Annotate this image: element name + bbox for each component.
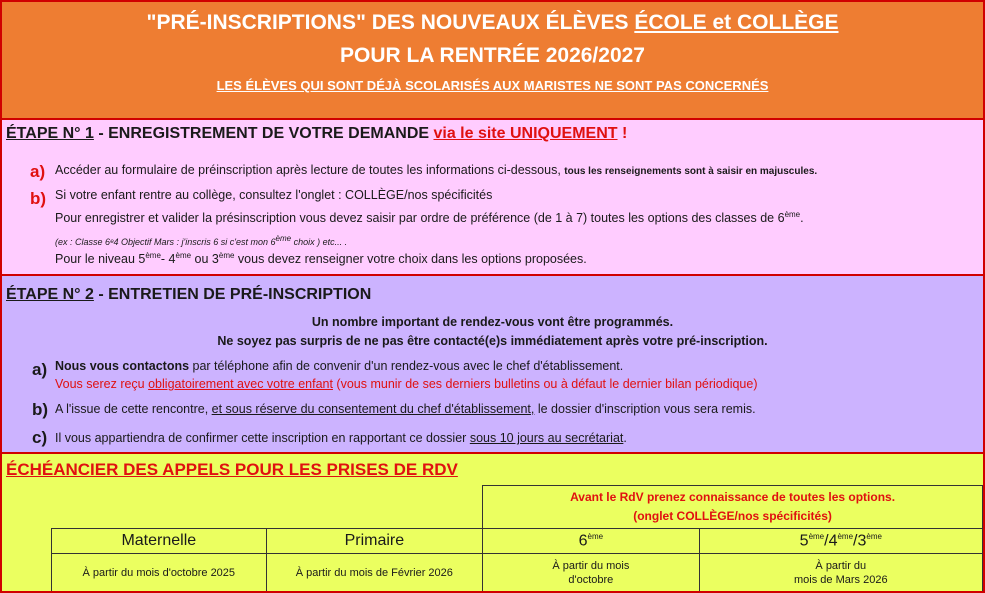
col-college-upper [699, 529, 982, 554]
step1-b4-c: ou 3 [191, 252, 219, 267]
step2-letter-a: a) [32, 360, 48, 379]
date-sixieme-2: d'octobre [568, 574, 614, 586]
step1-item-b-line4 [55, 251, 587, 266]
col4-c: /3 [853, 532, 867, 550]
step2-item-c [55, 431, 627, 445]
step2-red-3: (vous munir de ses derniers bulletins ou à défaut le dernier bilan périodique) [332, 377, 758, 391]
step1-example [55, 234, 347, 247]
step2-item-a-bold: Nous vous contactons [55, 359, 190, 373]
header-subtitle: POUR LA RENTRÉE 2026/2027 [339, 44, 645, 67]
step2-red-1: Vous serez reçu [55, 377, 149, 391]
step2-intro-2: Ne soyez pas surpris de ne pas être contacté(e)s immédiatement après votre pré-inscription. [217, 334, 768, 348]
step2-item-b [55, 402, 756, 416]
step1-b-line2-sup: ème [784, 210, 801, 219]
header-banner [2, 2, 983, 120]
schedule-table [51, 485, 983, 593]
col-maternelle: Maternelle [52, 529, 267, 554]
col-sixieme-num: 6 [578, 532, 588, 550]
step1-number: ÉTAPE N° 1 [6, 125, 94, 142]
date-upper-2: mois de Mars 2026 [794, 574, 888, 586]
step1-item-a [55, 163, 817, 177]
schedule-section [2, 454, 983, 591]
step1-item-b-line2 [55, 210, 804, 225]
schedule-note-2: (onglet COLLÈGE/nos spécificités) [633, 509, 832, 523]
step2-title [6, 286, 371, 304]
header-notice [2, 78, 983, 93]
step1-exclaim: ! [617, 125, 628, 142]
schedule-title: ÉCHÉANCIER DES APPELS POUR LES PRISES DE RDV [6, 460, 458, 479]
empty-cell-2 [266, 486, 483, 529]
step2-number: ÉTAPE N° 2 [6, 286, 94, 303]
step1-example-b: choix ) etc... . [291, 237, 348, 247]
col-sixieme [483, 529, 699, 554]
step2-letter-c: c) [32, 428, 48, 447]
step1-section [2, 120, 983, 276]
step2-section [2, 276, 983, 454]
step2-intro-1: Un nombre important de rendez-vous vont être programmés. [311, 315, 674, 329]
col4-b: /4 [824, 532, 838, 550]
header-title [2, 11, 983, 35]
step1-b4-b: - 4 [160, 252, 176, 267]
step2-red-2: obligatoirement avec votre enfant [148, 377, 333, 391]
step2-c-3: . [623, 431, 627, 445]
date-upper-1: À partir du [815, 560, 867, 572]
col4-sup1: ème [808, 531, 825, 541]
step2-c-2: sous 10 jours au secrétariat [469, 431, 624, 445]
step2-b-1: A l'issue de cette rencontre, [55, 402, 212, 416]
step1-heading: - ENREGISTREMENT DE VOTRE DEMANDE [93, 125, 434, 142]
step2-heading: - ENTRETIEN DE PRÉ-INSCRIPTION [93, 286, 372, 303]
step1-b4-sup2: ème [175, 251, 192, 260]
step2-item-a-text: par téléphone afin de convenir d'un rendez-vous avec le chef d'établissement. [189, 359, 624, 373]
step1-title [6, 125, 627, 143]
date-sixieme-1: À partir du mois [552, 560, 630, 572]
empty-cell-1 [52, 486, 267, 529]
col4-sup3: ème [866, 531, 882, 541]
step2-b-2: et sous réserve du consentement du chef d'établissement, [211, 402, 535, 416]
schedule-note-1: Avant le RdV prenez connaissance de toutes les options. [570, 490, 896, 504]
step1-example-a: (ex : Classe 6ᵉ4 Objectif Mars : j'inscris 6 si c'est mon 6 [55, 237, 276, 247]
step1-site-only: via le site UNIQUEMENT [433, 125, 618, 142]
date-college-upper [699, 554, 982, 593]
schedule-note [483, 486, 983, 529]
step1-letter-b: b) [30, 189, 47, 208]
step1-item-a-text: Accéder au formulaire de préinscription après lecture de toutes les informations ci-dessous, [55, 163, 565, 177]
col4-a: 5 [799, 532, 809, 550]
step1-b4-sup3: ème [218, 251, 235, 260]
col4-sup2: ème [837, 531, 854, 541]
date-sixieme [483, 554, 699, 593]
step1-b4-d: vous devez renseigner votre choix dans les options proposées. [234, 252, 587, 267]
step2-item-a-red [55, 377, 758, 391]
step1-letter-a: a) [30, 162, 46, 181]
step1-example-sup: ème [275, 234, 292, 243]
col-primaire: Primaire [266, 529, 483, 554]
step1-b-line2-text: Pour enregistrer et valider la présinscription vous devez saisir par ordre de préférence (de 1 à 7) toutes les options des classes de 6 [55, 211, 785, 226]
date-maternelle: À partir du mois d'octobre 2025 [52, 554, 267, 593]
step2-c-1: Il vous appartiendra de confirmer cette inscription en rapportant ce dossier [55, 431, 470, 445]
header-title-part1: "PRÉ-INSCRIPTIONS" DES NOUVEAUX ÉLÈVES [146, 11, 635, 34]
header-notice-text: LES ÉLÈVES QUI SONT DÉJÀ SCOLARISÉS AUX MARISTES NE SONT PAS CONCERNÉS [216, 78, 769, 93]
step1-item-b-line1: Si votre enfant rentre au collège, consultez l'onglet : COLLÈGE/nos spécificités [55, 188, 493, 202]
col-sixieme-sup: ème [587, 531, 604, 541]
header-title-part2: ÉCOLE et COLLÈGE [634, 11, 839, 34]
step1-b4-sup1: ème [145, 251, 161, 260]
date-primaire: À partir du mois de Février 2026 [266, 554, 483, 593]
step2-item-a [55, 359, 623, 373]
step1-item-a-note: tous les renseignements sont à saisir en majuscules. [564, 166, 818, 177]
step2-b-3: le dossier d'inscription vous sera remis. [534, 402, 756, 416]
step1-b4-a: Pour le niveau 5 [55, 252, 146, 267]
step1-b-line2-end: . [800, 211, 804, 226]
step2-letter-b: b) [32, 400, 49, 419]
